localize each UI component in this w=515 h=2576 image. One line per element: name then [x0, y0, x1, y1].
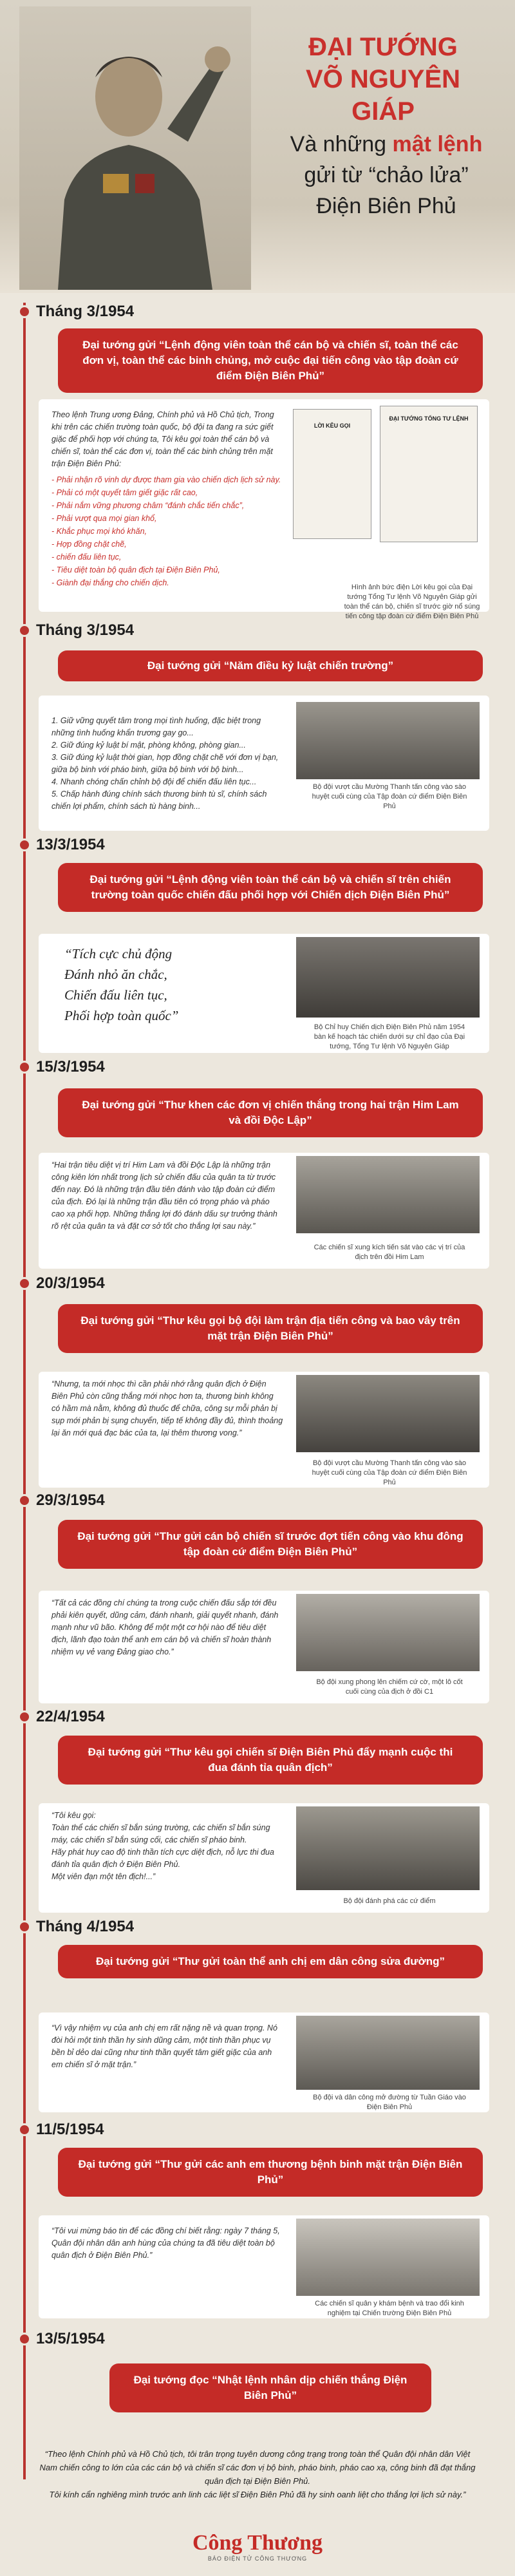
list-item: - Hợp đồng chặt chẽ, — [52, 540, 127, 549]
timeline-dot — [18, 838, 31, 851]
section-body: “Tôi kêu gọi: Toàn thể các chiến sĩ bắn súng trường, các chiến sĩ bắn súng máy, các chiến sĩ bắn súng cối, các chiến sĩ pháo binh. Hãy phát huy cao độ tinh thần tích cực diệt địch, nỗ lực thi đua đánh tỉa quân địch ở Điện Biên Phủ. Một viên đạn một tên địch!...” — [52, 1811, 274, 1881]
list-item: - chiến đấu liên tục, — [52, 553, 122, 562]
section-body: “Tôi vui mừng báo tin để các đồng chí biết rằng: ngày 7 tháng 5, Quân đội nhân dân anh hùng của chúng ta đã tiêu diệt toàn bộ quân địch ở Điện Biên Phủ.” — [52, 2226, 280, 2260]
war-photo — [296, 937, 480, 1018]
image-caption: Bộ đội xung phong lên chiếm cứ cờ, một lô cốt cuối cùng của địch ở đồi C1 — [316, 1678, 463, 1696]
section-banner: Đại tướng gửi “Lệnh động viên toàn thể cán bộ và chiến sĩ trên chiến trường toàn quốc chiến đấu phối hợp với Chiến dịch Điện Biên Phủ” — [58, 863, 483, 912]
section-banner: Đại tướng gửi “Thư gửi toàn thể anh chị em dân công sửa đường” — [58, 1945, 483, 1978]
section-date: 22/4/1954 — [36, 1708, 105, 1725]
subtitle — [270, 129, 502, 222]
image-caption: Hình ảnh bức điện Lời kêu gọi của Đại tướng Tổng Tư lệnh Võ Nguyên Giáp gửi toàn thể cán bộ, chiến sĩ trước giờ nổ súng tiến công tập đoàn cứ điểm Điện Biên Phủ — [344, 583, 480, 620]
timeline-dot — [18, 2333, 31, 2345]
subtitle-highlight: mật lệnh — [392, 132, 483, 156]
list-item: - Phải vượt qua mọi gian khổ, — [52, 514, 157, 523]
image-caption: Các chiến sĩ quân y khám bệnh và trao đổi kinh nghiệm tại Chiến trường Điện Biên Phủ — [315, 2300, 464, 2317]
section-banner: Đại tướng gửi “Thư kêu gọi bộ đội làm trận địa tiến công và bao vây trên mặt trận Điện Biên Phủ” — [58, 1304, 483, 1353]
war-photo — [296, 1156, 480, 1233]
section-body: 1. Giữ vững quyết tâm trong mọi tình huống, đặc biệt trong những tình huống khẩn trương gay go... 2. Giữ đúng kỷ luật bí mật, phòng không, phòng gian... 3. Giữ đúng kỷ luật thời gian, hợp đồng chặt chẽ với đơn vị bạn, giữa bộ binh với pháo binh, giữa bộ binh với bộ binh... 4. Nhanh chóng chấn chỉnh bộ đội để chiến đấu liên tục... 5. Chấp hành đúng chính sách thương binh tù sĩ, chính sách chiến lợi phẩm, chính sách tù hàng binh... — [52, 716, 279, 811]
logo-subtext: BÁO ĐIỆN TỬ CÔNG THƯƠNG — [207, 2555, 308, 2562]
list-item: - Tiêu diệt toàn bộ quân địch tại Điện Biên Phủ, — [52, 565, 220, 574]
section-body: “Hai trận tiêu diệt vị trí Him Lam và đồi Độc Lập là những trận công kiên lớn nhất trong lịch sử chiến đấu của quân ta từ trước đến nay. Đó là những trận đầu tiên đánh vào tập đoàn cứ điểm của địch. Đó lại là những trận đầu tiên có trọng pháo và pháo cao xạ phối hợp. Những thắng lợi đó đánh dấu sự trưởng thành rõ rệt của quân ta và đặt cơ sở tốt cho thắng lợi sau này.” — [52, 1160, 277, 1231]
war-photo — [296, 702, 480, 779]
closing-quote: “Theo lệnh Chính phủ và Hồ Chủ tịch, tôi trân trọng tuyên dương công trạng trong toàn thể Quân đội nhân dân Việt Nam chiến công to lớn của các cán bộ và chiến sĩ các đơn vị bộ binh, pháo binh, pháo cao xạ, công binh đã đạt thắng quân địch tại Điện Biên Phủ. Tôi kính cẩn nghiêng mình trước anh linh các liệt sĩ Điện Biên Phủ đã hy sinh oanh liệt cho thắng lợi lịch sử này.” — [39, 2449, 476, 2499]
timeline-dot — [18, 1920, 31, 1933]
section-quote: “Tích cực chủ động Đánh nhỏ ăn chắc, Chiến đấu liên tục, Phối hợp toàn quốc” — [64, 946, 179, 1023]
subtitle-line3: Điện Biên Phủ — [316, 194, 456, 218]
list-item: - Khắc phục mọi khó khăn, — [52, 527, 147, 536]
image-caption: Bộ đội vượt cầu Mường Thanh tấn công vào sào huyệt cuối cùng của Tập đoàn cứ điểm Điện Biên Phủ — [312, 1459, 467, 1486]
image-caption: Bộ đội vượt cầu Mường Thanh tấn công vào sào huyệt cuối cùng của Tập đoàn cứ điểm Điện Biên Phủ — [312, 783, 467, 810]
image-caption: Bộ Chỉ huy Chiến dịch Điện Biên Phủ năm 1954 bàn kế hoạch tác chiến dưới sự chỉ đạo của Đại tướng, Tổng Tư lệnh Võ Nguyên Giáp — [314, 1023, 465, 1050]
document-image — [293, 409, 371, 539]
war-photo — [296, 2016, 480, 2090]
section-banner: Đại tướng gửi “Lệnh động viên toàn thể cán bộ và chiến sĩ, toàn thể các đơn vị, toàn thể các binh chủng, mở cuộc đại tiến công vào tập đoàn cứ điểm Điện Biên Phủ” — [58, 328, 483, 393]
section-body: “Vì vậy nhiệm vụ của anh chị em rất nặng nề và quan trọng. Nó đòi hỏi một tinh thần hy sinh dũng cảm, một tinh thần phục vụ bền bỉ dẻo dai cũng như tinh thần quyết tâm giết giặc của anh em chiến sĩ ở mặt trận.” — [52, 2023, 277, 2069]
list-item: - Phải có một quyết tâm giết giặc rất cao, — [52, 488, 198, 497]
list-item: - Phải nhận rõ vinh dự được tham gia vào chiến dịch lịch sử này. — [52, 475, 281, 484]
section-body: “Tất cả các đồng chí chúng ta trong cuộc chiến đấu sắp tới đều phải kiên quyết, dũng cảm, đánh nhanh, giải quyết nhanh, đánh mạnh như vũ bão. Không để một một cơ hội nào để tiêu diệt địch, lãnh đạo toàn thể anh em cán bộ và chiến sĩ hoàn thành nhiệm vụ vẻ vang Đảng giao cho.” — [52, 1598, 279, 1656]
document-image — [380, 406, 478, 542]
section-date: 13/5/1954 — [36, 2330, 105, 2347]
list-item: - Giành đại thắng cho chiến dịch. — [52, 578, 169, 587]
section-bullet-list — [52, 473, 283, 589]
publisher-logo — [174, 2531, 341, 2562]
war-photo — [296, 1594, 480, 1671]
section-date: Tháng 3/1954 — [36, 303, 135, 320]
war-photo — [296, 1375, 480, 1452]
document-title: LỜI KÊU GỌI — [314, 422, 351, 429]
image-caption: Bộ đội và dân công mở đường từ Tuần Giáo vào Điện Biên Phủ — [313, 2094, 466, 2111]
section-banner: Đại tướng gửi “Thư gửi các anh em thương bệnh binh mặt trận Điện Biên Phủ” — [58, 2148, 483, 2197]
list-item: - Phải nắm vững phương châm “đánh chắc tiến chắc”, — [52, 501, 245, 510]
timeline-dot — [18, 1494, 31, 1507]
image-caption: Bộ đội đánh phá các cứ điểm — [343, 1897, 436, 1905]
section-banner: Đại tướng gửi “Thư gửi cán bộ chiến sĩ trước đợt tiến công vào khu đông tập đoàn cứ điểm Điện Biên Phủ” — [58, 1520, 483, 1569]
timeline-dot — [18, 1277, 31, 1290]
main-title-line1: ĐẠI TƯỚNG — [308, 33, 458, 61]
hero-header — [0, 0, 515, 293]
section-date: Tháng 4/1954 — [36, 1918, 135, 1935]
section-date: 20/3/1954 — [36, 1274, 105, 1292]
section-banner: Đại tướng gửi “Thư khen các đơn vị chiến thắng trong hai trận Him Lam và đồi Độc Lập” — [58, 1088, 483, 1137]
timeline-dot — [18, 624, 31, 637]
main-title — [277, 31, 489, 128]
timeline-dot — [18, 1710, 31, 1723]
war-photo — [296, 2219, 480, 2296]
logo-text: Công Thương — [192, 2531, 323, 2555]
section-body: “Nhưng, ta mới nhọc thì cần phải nhớ rằng quân địch ở Điện Biên Phủ còn cũng thắng mới nhọc hơn ta, thương binh không có hầm mà nằm, không đủ thuốc để chữa, công sự mỗi phản bị sụp mới phản bị sụng chuyển, tiếp tế không đầy đủ, thình thoảng lại ăn mới quá đạc bác của ta, lại thêm thương vong.” — [52, 1379, 283, 1437]
section-banner: Đại tướng gửi “Năm điều kỷ luật chiến trường” — [58, 650, 483, 681]
subtitle-line2: gửi từ “chảo lửa” — [304, 163, 469, 187]
image-caption: Các chiến sĩ xung kích tiến sát vào các vị trí của địch trên đồi Him Lam — [314, 1244, 465, 1261]
section-date: Tháng 3/1954 — [36, 621, 135, 639]
subtitle-pre: Và những — [290, 132, 393, 156]
section-date: 29/3/1954 — [36, 1492, 105, 1509]
section-banner: Đại tướng gửi “Thư kêu gọi chiến sĩ Điện Biên Phủ đẩy mạnh cuộc thi đua đánh tỉa quân địch” — [58, 1736, 483, 1785]
war-photo — [296, 1806, 480, 1890]
timeline-dot — [18, 2123, 31, 2136]
timeline-dot — [18, 1061, 31, 1074]
section-date: 11/5/1954 — [36, 2121, 104, 2138]
main-title-line2: VÕ NGUYÊN GIÁP — [305, 65, 461, 126]
document-title: ĐẠI TƯỚNG TỔNG TƯ LỆNH — [389, 415, 469, 422]
general-portrait-image — [19, 6, 251, 290]
section-date: 15/3/1954 — [36, 1058, 105, 1075]
section-intro: Theo lệnh Trung ương Đảng, Chính phủ và Hồ Chủ tịch, Trong khi trên các chiến trường toàn quốc, bộ đội ta đang ra sức giết giặc để phối hợp với chúng ta, Tôi kêu gọi toàn thể cán bộ và chiến sĩ, toàn thể các đơn vị, toàn thể các binh chủng trên mặt trận Điện Biên Phủ: — [52, 410, 274, 468]
section-banner: Đại tướng đọc “Nhật lệnh nhân dịp chiến thắng Điện Biên Phủ” — [109, 2363, 431, 2412]
section-date: 13/3/1954 — [36, 836, 105, 853]
timeline-dot — [18, 305, 31, 318]
